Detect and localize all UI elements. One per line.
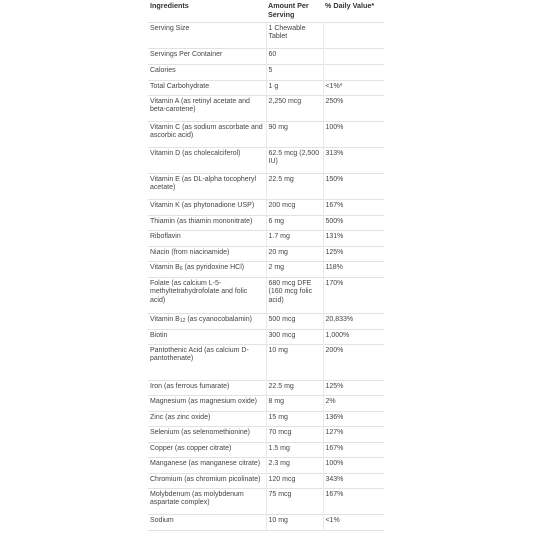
table-row (148, 412, 384, 427)
ingredient-name: Copper (as copper citrate) (148, 443, 266, 458)
ingredient-name (148, 314, 266, 330)
ingredient-daily-value: 118% (323, 262, 384, 278)
table-body (148, 23, 384, 531)
ingredient-name: Manganese (as manganese citrate) (148, 458, 266, 474)
ingredient-name: Servings Per Container (148, 49, 266, 65)
ingredients-header: Ingredients (150, 1, 189, 10)
ingredient-daily-value (323, 65, 384, 81)
ingredient-amount: 20 mg (266, 247, 323, 262)
table-row (148, 262, 384, 278)
table-row (148, 23, 384, 49)
ingredient-amount: 60 (266, 49, 323, 65)
ingredient-amount: 120 mcg (266, 474, 323, 489)
ingredient-amount: 8 mg (266, 396, 323, 412)
ingredient-daily-value: 125% (323, 381, 384, 396)
ingredient-name-rest: (as cyanocobalamin) (185, 316, 252, 323)
ingredient-name: Sodium (148, 515, 266, 531)
ingredient-name: Magnesium (as magnesium oxide) (148, 396, 266, 412)
ingredient-daily-value: 167% (323, 489, 384, 515)
ingredient-daily-value: 136% (323, 412, 384, 427)
ingredient-name-subscript: 12 (179, 318, 186, 324)
table-row (148, 515, 384, 531)
ingredient-name-rest: (as pyridoxine HCl) (182, 264, 245, 271)
ingredient-amount: 22.5 mg (266, 174, 323, 200)
ingredient-daily-value: 2% (323, 396, 384, 412)
table-row (148, 381, 384, 396)
ingredient-daily-value: 343% (323, 474, 384, 489)
ingredient-amount: 10 mg (266, 345, 323, 381)
ingredient-name-main: Vitamin B (150, 264, 180, 271)
table-row (148, 458, 384, 474)
ingredient-name: Vitamin K (as phytonadione USP) (148, 200, 266, 216)
table-row (148, 200, 384, 216)
ingredient-amount: 1.5 mg (266, 443, 323, 458)
ingredient-amount: 90 mg (266, 122, 323, 148)
ingredient-daily-value: 500% (323, 216, 384, 231)
ingredient-amount: 680 mcg DFE (160 mcg folic acid) (266, 278, 323, 314)
ingredient-amount: 1 g (266, 81, 323, 96)
ingredient-daily-value: 127% (323, 427, 384, 443)
ingredient-name: Vitamin C (as sodium ascorbate and ascorbic acid) (148, 122, 266, 148)
table-row (148, 330, 384, 345)
table-row (148, 96, 384, 122)
ingredient-amount: 1.7 mg (266, 231, 323, 247)
ingredient-daily-value: 200% (323, 345, 384, 381)
ingredient-name: Biotin (148, 330, 266, 345)
ingredient-name: Chromium (as chromium picolinate) (148, 474, 266, 489)
ingredient-name: Total Carbohydrate (148, 81, 266, 96)
ingredient-name-subscript: 6 (179, 266, 183, 272)
table-row (148, 247, 384, 262)
ingredient-name: Calories (148, 65, 266, 81)
ingredient-daily-value (323, 23, 384, 49)
table-row (148, 216, 384, 231)
ingredient-amount: 1 Chewable Tablet (266, 23, 323, 49)
table-header-row (148, 0, 384, 23)
ingredient-name: Folate (as calcium L-5-methyltetrahydrofolate and folic acid) (148, 278, 266, 314)
table-row (148, 443, 384, 458)
table-row (148, 122, 384, 148)
ingredient-daily-value: 150% (323, 174, 384, 200)
ingredient-amount: 300 mcg (266, 330, 323, 345)
ingredient-daily-value (323, 49, 384, 65)
ingredient-amount: 62.5 mcg (2,500 IU) (266, 148, 323, 174)
ingredient-daily-value: 167% (323, 200, 384, 216)
table-row (148, 474, 384, 489)
ingredient-name: Vitamin A (as retinyl acetate and beta-carotene) (148, 96, 266, 122)
daily-value-header: % Daily Value* (325, 1, 375, 10)
ingredient-daily-value: 100% (323, 458, 384, 474)
table-row (148, 231, 384, 247)
ingredient-daily-value: 1,000% (323, 330, 384, 345)
ingredient-amount: 500 mcg (266, 314, 323, 330)
ingredient-daily-value: 20,833% (323, 314, 384, 330)
ingredient-amount: 15 mg (266, 412, 323, 427)
table-row (148, 174, 384, 200)
table-row (148, 396, 384, 412)
ingredient-daily-value: 125% (323, 247, 384, 262)
ingredient-amount: 22.5 mg (266, 381, 323, 396)
ingredient-name: Vitamin D (as cholecalciferol) (148, 148, 266, 174)
ingredient-amount: 70 mcg (266, 427, 323, 443)
table-row (148, 314, 384, 330)
ingredient-amount: 2 mg (266, 262, 323, 278)
table-row (148, 148, 384, 174)
ingredient-name-main: Vitamin B (150, 316, 180, 323)
ingredient-name: Selenium (as selenomethionine) (148, 427, 266, 443)
ingredient-name: Iron (as ferrous fumarate) (148, 381, 266, 396)
amount-header: Amount Per Serving (268, 1, 309, 19)
ingredient-name: Riboflavin (148, 231, 266, 247)
ingredient-amount: 2,250 mcg (266, 96, 323, 122)
ingredient-daily-value: 250% (323, 96, 384, 122)
supplement-facts-table-container (148, 0, 384, 531)
supplement-facts-table (148, 0, 384, 531)
ingredient-name: Niacin (from niacinamide) (148, 247, 266, 262)
table-row (148, 81, 384, 96)
ingredient-daily-value: 131% (323, 231, 384, 247)
table-row (148, 427, 384, 443)
ingredient-amount: 2.3 mg (266, 458, 323, 474)
table-row (148, 65, 384, 81)
ingredient-daily-value: 100% (323, 122, 384, 148)
ingredient-name: Pantothenic Acid (as calcium D-pantothenate) (148, 345, 266, 381)
ingredient-name: Molybdenum (as molybdenum aspartate complex) (148, 489, 266, 515)
table-row (148, 278, 384, 314)
ingredient-daily-value: 167% (323, 443, 384, 458)
ingredient-daily-value: <1%* (323, 81, 384, 96)
ingredient-name: Zinc (as zinc oxide) (148, 412, 266, 427)
ingredient-amount: 6 mg (266, 216, 323, 231)
ingredient-daily-value: <1% (323, 515, 384, 531)
ingredient-name: Thiamin (as thiamin mononitrate) (148, 216, 266, 231)
ingredient-amount: 10 mg (266, 515, 323, 531)
ingredient-amount: 75 mcg (266, 489, 323, 515)
ingredient-amount: 200 mcg (266, 200, 323, 216)
ingredient-name: Serving Size (148, 23, 266, 49)
ingredient-daily-value: 313% (323, 148, 384, 174)
table-row (148, 489, 384, 515)
table-row (148, 49, 384, 65)
ingredient-daily-value: 170% (323, 278, 384, 314)
ingredient-name: Vitamin E (as DL-alpha tocopheryl acetate) (148, 174, 266, 200)
ingredient-amount: 5 (266, 65, 323, 81)
ingredient-name (148, 262, 266, 278)
table-row (148, 345, 384, 381)
